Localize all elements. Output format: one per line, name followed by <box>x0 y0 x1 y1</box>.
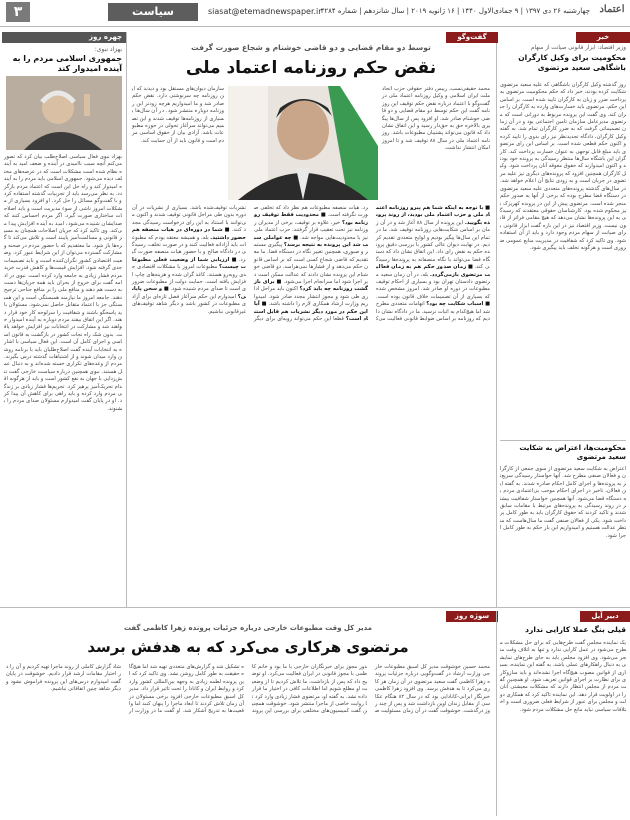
lead-photo <box>228 86 378 200</box>
bottom-headline: مرتضوی هرکاری می‌کرد که به هدفش برسد <box>87 638 409 656</box>
site-email: siasat@etemadnewspaper.ir <box>208 7 322 16</box>
lead-photo-icon <box>228 86 378 200</box>
lead-kicker: توسط دو مقام قضایی و دو قاضی خوشنام و شجاع صورت گرفت <box>191 43 431 52</box>
right-rule <box>500 440 626 441</box>
logo: اعتماد <box>599 4 625 15</box>
left-col-label: چهره روز <box>2 32 126 43</box>
section-rule <box>0 607 630 608</box>
right-col-body: روز گذشته وکیل کارگران باشگاهی که علیه سعید مرتضوی شکایت کرده بودند، خبر داد که حکم محکومیت مرتضوی به پرداخت ضرر و زیان به کارگران تایید شده است. بر اساس این حکم، مرتضوی باید خسارت‌های وارده به کارگران را جبران کند. وی گفت این پرونده مربوط به دورانی است که مرتضوی مدیرعامل سازمان تامین اجتماعی بود و در آن زمان تصمیماتی گرفت که به ضرر کارگران تمام شد. به گفته وکیل کارگران، دادگاه تجدیدنظر نیز رای بدوی را تایید کرده و اکنون حکم قطعی شده است. بر اساس این رای مرتضوی باید مبلغ قابل توجهی به عنوان خسارت پرداخت کند. کارگران این باشگاه سال‌ها منتظر رسیدگی به پرونده خود بودند و اکنون امیدوارند که حقوق معوقه آنان پرداخت شود. وکیل کارگران همچنین افزود که پرونده‌های دیگری نیز علیه مرتضوی در جریان است و به زودی نتایج آن اعلام خواهد شد. در سال‌های گذشته پرونده‌های متعددی علیه سعید مرتضوی در دستگاه قضا مطرح بوده که برخی از آنها به صدور حکم منجر شده است. مرتضوی پیش از این در پرونده کهریزک نیز محکوم شده بود. کارشناسان حقوقی معتقدند که رسیدگی به این پرونده‌ها نشان می‌دهد که هیچ مقامی فراتر از قانون نیست. وزیر اقتصاد نیز در این باره گفت ابزار قانونی برای صیانت از سهام مردم وجود دارد و باید از آن استفاده شود. وی تاکید کرد که شفافیت در مدیریت منابع عمومی ضروری است و هرگونه تخلف باید پیگیری شود. <box>500 82 626 251</box>
portrait-photo <box>6 76 122 150</box>
right-headline: محکومیت برای وکیل کارگران باشگاهی سعید مرتضوی <box>518 53 626 72</box>
column-rule <box>126 32 127 607</box>
column-rule <box>496 32 497 607</box>
portrait-photo-icon <box>6 76 122 150</box>
lead-intro-left: سازمان دیوان‌های مستقل بود و دیدند که این روزنامه چه سرنوشتی دارد. نقض حکم صادر شد و ما امیدواریم هرچه زودتر این روزنامه دوباره منتشر شود. در آن سال‌ها بسیاری از روزنامه‌ها توقیف شدند و این تصمیم می‌تواند سرآغاز تحولی در حوزه مطبوعات باشد. آزادی بیان از حقوق اساسی مردم است و قانون باید از آن حمایت کند. <box>132 86 224 144</box>
left-kicker: بهزاد نبوی: <box>94 46 122 53</box>
lead-intro-right: محمد حقیقی‌نسب، رییس دفتر حقوقی حزب اتحاد ملت ایران اسلامی و وکیل روزنامه اعتماد ملی در گفت‌وگو با اعتماد درباره نقض حکم توقیف این روزنامه گفت این حکم توسط دو مقام قضایی و دو قاضی خوشنام صادر شد. او افزود پس از سال‌ها پیگیری بالاخره حق به حق‌دار رسید و این اتفاق نشان داد که قانون می‌تواند پشتیبان مطبوعات باشد. روزنامه اعتماد ملی در سال ۸۸ توقیف شد و تا امروز امکان انتشار نداشت. <box>382 86 490 152</box>
right-kicker: وزیر اقتصاد: ابزار قانونی صیانت از سهام <box>531 45 626 51</box>
section-tab: سیاست <box>108 3 198 21</box>
lead-headline: نقض حکم روزنامه اعتماد ملی <box>185 58 437 78</box>
right-col-body-2: اعتراض به شکایت سعید مرتضوی از سوی جمعی از کارگران و فعالان صنفی مطرح شد. آنها خواستار رسیدگی سریع‌تر به پرونده‌ها و اجرای کامل احکام صادره شدند. به گفته این فعالان، تاخیر در اجرای احکام موجب بی‌اعتمادی مردم به دستگاه قضا می‌شود. آنها همچنین خواستار شفافیت بیشتر در روند رسیدگی به پرونده‌های مرتبط با مقامات سابق شدند و تاکید کردند که حقوق کارگران باید به طور کامل پرداخت شود. یکی از فعالان صنفی گفت ما سال‌هاست که منتظر عدالت هستیم و امیدواریم این بار حکم به طور کامل اجرا شود. <box>500 466 626 539</box>
left-col-body: بهزاد نبوی فعال سیاسی اصلاح‌طلب بیان کرد که تصور می‌کنم آنچه سبب ناامیدی در آینده و ضعف امید به آینده نظام شده است مشکلات است که در عرصه‌های مختلف دیده می‌شود. جمهوری اسلامی باید مردم را به آینده امیدوار کند و راه حل این است که اعتماد مردم بازگردد. به نظر می‌رسد باید از تجربیات گذشته استفاده کرد و با گفت‌وگو مسائل را حل کرد. او افزود بسیاری از مشکلات امروز ناشی از سوء مدیریت است و باید اصلاحات ساختاری صورت گیرد. اگر مردم احساس کنند که صدایشان شنیده می‌شود، امید به آینده افزایش پیدا می‌کند. وی تاکید کرد که جریان اصلاحات همچنان به مسیر قانونی و مسالمت‌آمیز پایبند است و تلاش می‌کند تا گره‌ها باز شود. ما معتقدیم که با حضور مردم در صحنه و مشارکت گسترده می‌توان از این شرایط عبور کرد. وضعیت اقتصادی کشور نگران‌کننده است و باید تصمیمات جدی گرفته شود. افزایش قیمت‌ها و کاهش قدرت خرید مردم فشار زیادی به جامعه وارد کرده است. نبوی در ادامه گفت برای خروج از بحران باید همه جریان‌ها دست به دست هم دهند و منافع ملی را بر منافع جناحی ترجیح دهند. جامعه امروز ما نیازمند همبستگی است و این همبستگی جز با اعتماد متقابل حاصل نمی‌شود. مسئولان باید پاسخگو باشند و شفافیت را سرلوحه کار خود قرار دهند. اگر این اتفاق بیفتد مردم دوباره به آینده امیدوار خواهند شد و مشارکت در انتخابات نیز افزایش خواهد یافت. بدون شک راه نجات کشور در بازگشت به قانون اساسی و اجرای کامل آن است. این فعال سیاسی با اشاره به انتخابات آینده گفت اصلاح‌طلبان باید با برنامه روشن وارد میدان شوند و از اشتباهات گذشته درس بگیرند. مردم از وعده‌های تکراری خسته شده‌اند و به دنبال عمل هستند. نبوی همچنین درباره سیاست خارجی گفت تنش‌زدایی با جهان به نفع کشور است و باید از هرگونه اقدام تحریک‌آمیز پرهیز کرد. تحریم‌ها فشار زیادی بر زندگی مردم وارد کرده و باید راهی برای کاهش آن پیدا کرد. او در پایان گفت امیدوارم مسئولان صدای مردم را بشنوند. <box>4 154 122 412</box>
left-headline: جمهوری اسلامی مردم را به آینده امیدوار کند <box>12 54 122 73</box>
right-col-label: خبر <box>576 32 630 43</box>
bottom-kicker: مدیر کل وقت مطبوعات خارجی درباره جزئیات پرونده زهرا کاظمی گفت <box>123 624 373 632</box>
lead-body: ■ با توجه به اینکه شما هم پیرو روزنامه اعتماد ملی و حزب اعتماد ملی بودید، از روند پرونده بگویید. این پرونده از سال ۸۸ آغاز شد و در آن زمان بر اساس شکایت‌هایی روزنامه توقیف شد. ما در تمام این سال‌ها پیگیر بودیم و لوایح متعددی تقدیم کردیم. در نهایت دیوان عالی کشور با بررسی دقیق پرونده حکم به نقض رای داد. این اتفاق نشان داد که دستگاه قضا می‌تواند با نگاه منصفانه به پرونده‌ها رسیدگی کند. ■ زمان صدور حکم هم به زمان فعالیت مرتضوی بازمی‌گردد. بله، در آن زمان سعید مرتضوی دادستان تهران بود و بسیاری از احکام توقیف مطبوعات در دوره او صادر شد. امروز مشخص شده که بسیاری از آن تصمیمات خلاف قانون بوده است. ■ اسباب شکایت چه بود؟ اتهامات متعددی مطرح شد اما هیچ‌کدام به اثبات نرسید. ما در دادگاه نشان دادیم که روزنامه بر اساس ضوابط قانونی فعالیت می‌کرد. هیات منصفه مطبوعات هم نظر داد که تخلفی صورت نگرفته است. ■ محدودیت فقط توقیف روزنامه بود؟ خیر، علاوه بر توقیف، برخی از مدیران روزنامه نیز تحت تعقیب قرار گرفتند. حزب اعتماد ملی نیز با محدودیت‌هایی مواجه شد. ■ چه عواملی سبب شد این پرونده به نتیجه برسد؟ پیگیری مستمر و صبوری، همچنین تغییر نگاه در دستگاه قضا. ما معتقدیم که قاضی شجاع کسی است که بر اساس قانون حکم می‌دهد و از فشارها نمی‌هراسد. دو قاضی خوشنام این پرونده نشان دادند که عدالت ممکن است دیر اجرا شود اما سرانجام اجرا می‌شود. ■ برای بازگشت روزنامه چه باید کرد؟ اکنون باید مراحل اداری طی شود و مجوز انتشار مجدد صادر شود. امیدواریم وزارت ارشاد همکاری لازم را داشته باشد. ■ آیا این حکم در مورد دیگر نشریات هم قابل استناد است؟ قطعا این حکم می‌تواند رویه‌ای برای دیگر نشریات توقیف‌شده باشد. بسیاری از نشریات در آن دوره بدون طی مراحل قانونی توقیف شدند و اکنون می‌توانند با استناد به این رای درخواست رسیدگی مجدد کنند. ■ شما در دوره‌ای در هیات منصفه هم حضور داشتید. بله، و همیشه معتقد بودم که مطبوعات باید آزادانه فعالیت کنند و در صورت تخلف، رسیدگی در دادگاه صالح و با حضور هیات منصفه صورت گیرد. ■ ارزیابی شما از وضعیت فعلی مطبوعات چیست؟ مطبوعات امروز با مشکلات اقتصادی جدی روبه‌رو هستند. کاغذ گران شده و هزینه‌های چاپ افزایش یافته است. حمایت دولت از مطبوعات ضروری است تا صدای مردم شنیده شود. ■ و سخن پایانی؟ امیدوارم این حکم سرآغاز فصل تازه‌ای برای آزادی مطبوعات در کشور باشد و دیگر شاهد توقیف‌های غیرقانونی نباشیم. <box>131 205 490 323</box>
column-rule <box>496 611 497 816</box>
bottom-right-headline: قیلی بنگ عملا کارایی ندارد <box>525 625 626 634</box>
bottom-right-body: یک نماینده مجلس گفت طرح‌هایی که برای حل مشکلات مطرح می‌شود در عمل کارایی ندارد و تنها به اتلاف وقت منجر می‌شود. وی افزود مجلس باید به جای طرح‌های نمایشی به دنبال راهکارهای عملی باشد. به گفته این نماینده، بسیاری از قوانین مصوب هیچ‌گاه اجرا نشده‌اند و باید سازوکاری برای نظارت بر اجرای قوانین تعریف شود. او همچنین گفت مردم از مجلس انتظار دارند که مشکلات معیشتی آنان را در اولویت قرار دهد. این نماینده تاکید کرد که همکاری دولت و مجلس برای عبور از شرایط فعلی ضروری است و اختلافات سیاسی نباید مانع حل مشکلات مردم شود. <box>500 640 626 713</box>
bottom-label: سوژه روز <box>446 611 498 622</box>
right-headline-2: محکومیت‌ها، اعتراض به شکایت سعید مرتضوی <box>519 444 626 461</box>
bottom-right-label: دبیر آیل <box>580 611 630 622</box>
page-number: ۳ <box>6 2 30 22</box>
dateline: چهارشنبه ۲۶ دی ۱۳۹۷ | ۹ جمادی‌الاول ۱۴۴۰ | ۱۶ ژانویه ۲۰۱۹ | سال شانزدهم | شماره ۴۲۸۴ <box>320 7 590 15</box>
lead-label: گفت‌وگو <box>446 32 498 43</box>
bottom-body: محمد حسین خوشوقت مدیر کل اسبق مطبوعات خارجی وزارت ارشاد در گفت‌وگویی درباره جزئیات پرونده زهرا کاظمی گفت سعید مرتضوی در آن زمان هر کاری می‌کرد تا به هدفش برسد. وی افزود زهرا کاظمی خبرنگار ایرانی-کانادایی بود که در سال ۸۲ هنگام عکاسی از مقابل زندان اوین بازداشت شد و پس از چند روز درگذشت. خوشوقت گفت در آن زمان مسئولیت صدور مجوز برای خبرنگاران خارجی با ما بود و خانم کاظمی با مجوز قانونی در ایران فعالیت می‌کرد. او توضیح داد که پس از بازداشت، ما تلاش کردیم تا از وضعیت او مطلع شویم اما اطلاعات کافی در اختیار ما قرار داده نشد. به گفته او، مرتضوی فشار زیادی وارد کرد تا روایت خاصی از ماجرا منتشر شود. خوشوقت همچنین گفت کمیسیون‌های مختلفی برای بررسی این پرونده تشکیل شد و گزارش‌های متعددی تهیه شد اما هیچ‌گاه حقیقت به طور کامل روشن نشد. وی تاکید کرد که این پرونده لطمه زیادی به وجهه بین‌المللی کشور وارد کرد و روابط ایران و کانادا را تحت تاثیر قرار داد. مدیر کل اسبق مطبوعات خارجی افزود برخی مسئولان در آن زمان تلاش کردند تا ابعاد ماجرا را پنهان کنند اما واقعیت‌ها به تدریج آشکار شد. او گفت ما در وزارت ارشاد گزارش کاملی از روند ماجرا تهیه کردیم و آن را در اختیار مقامات ارشد قرار دادیم. خوشوقت در پایان گفت امیدوارم درس‌های این پرونده فراموش نشود و دیگر شاهد چنین اتفاقاتی نباشیم. <box>6 664 491 715</box>
